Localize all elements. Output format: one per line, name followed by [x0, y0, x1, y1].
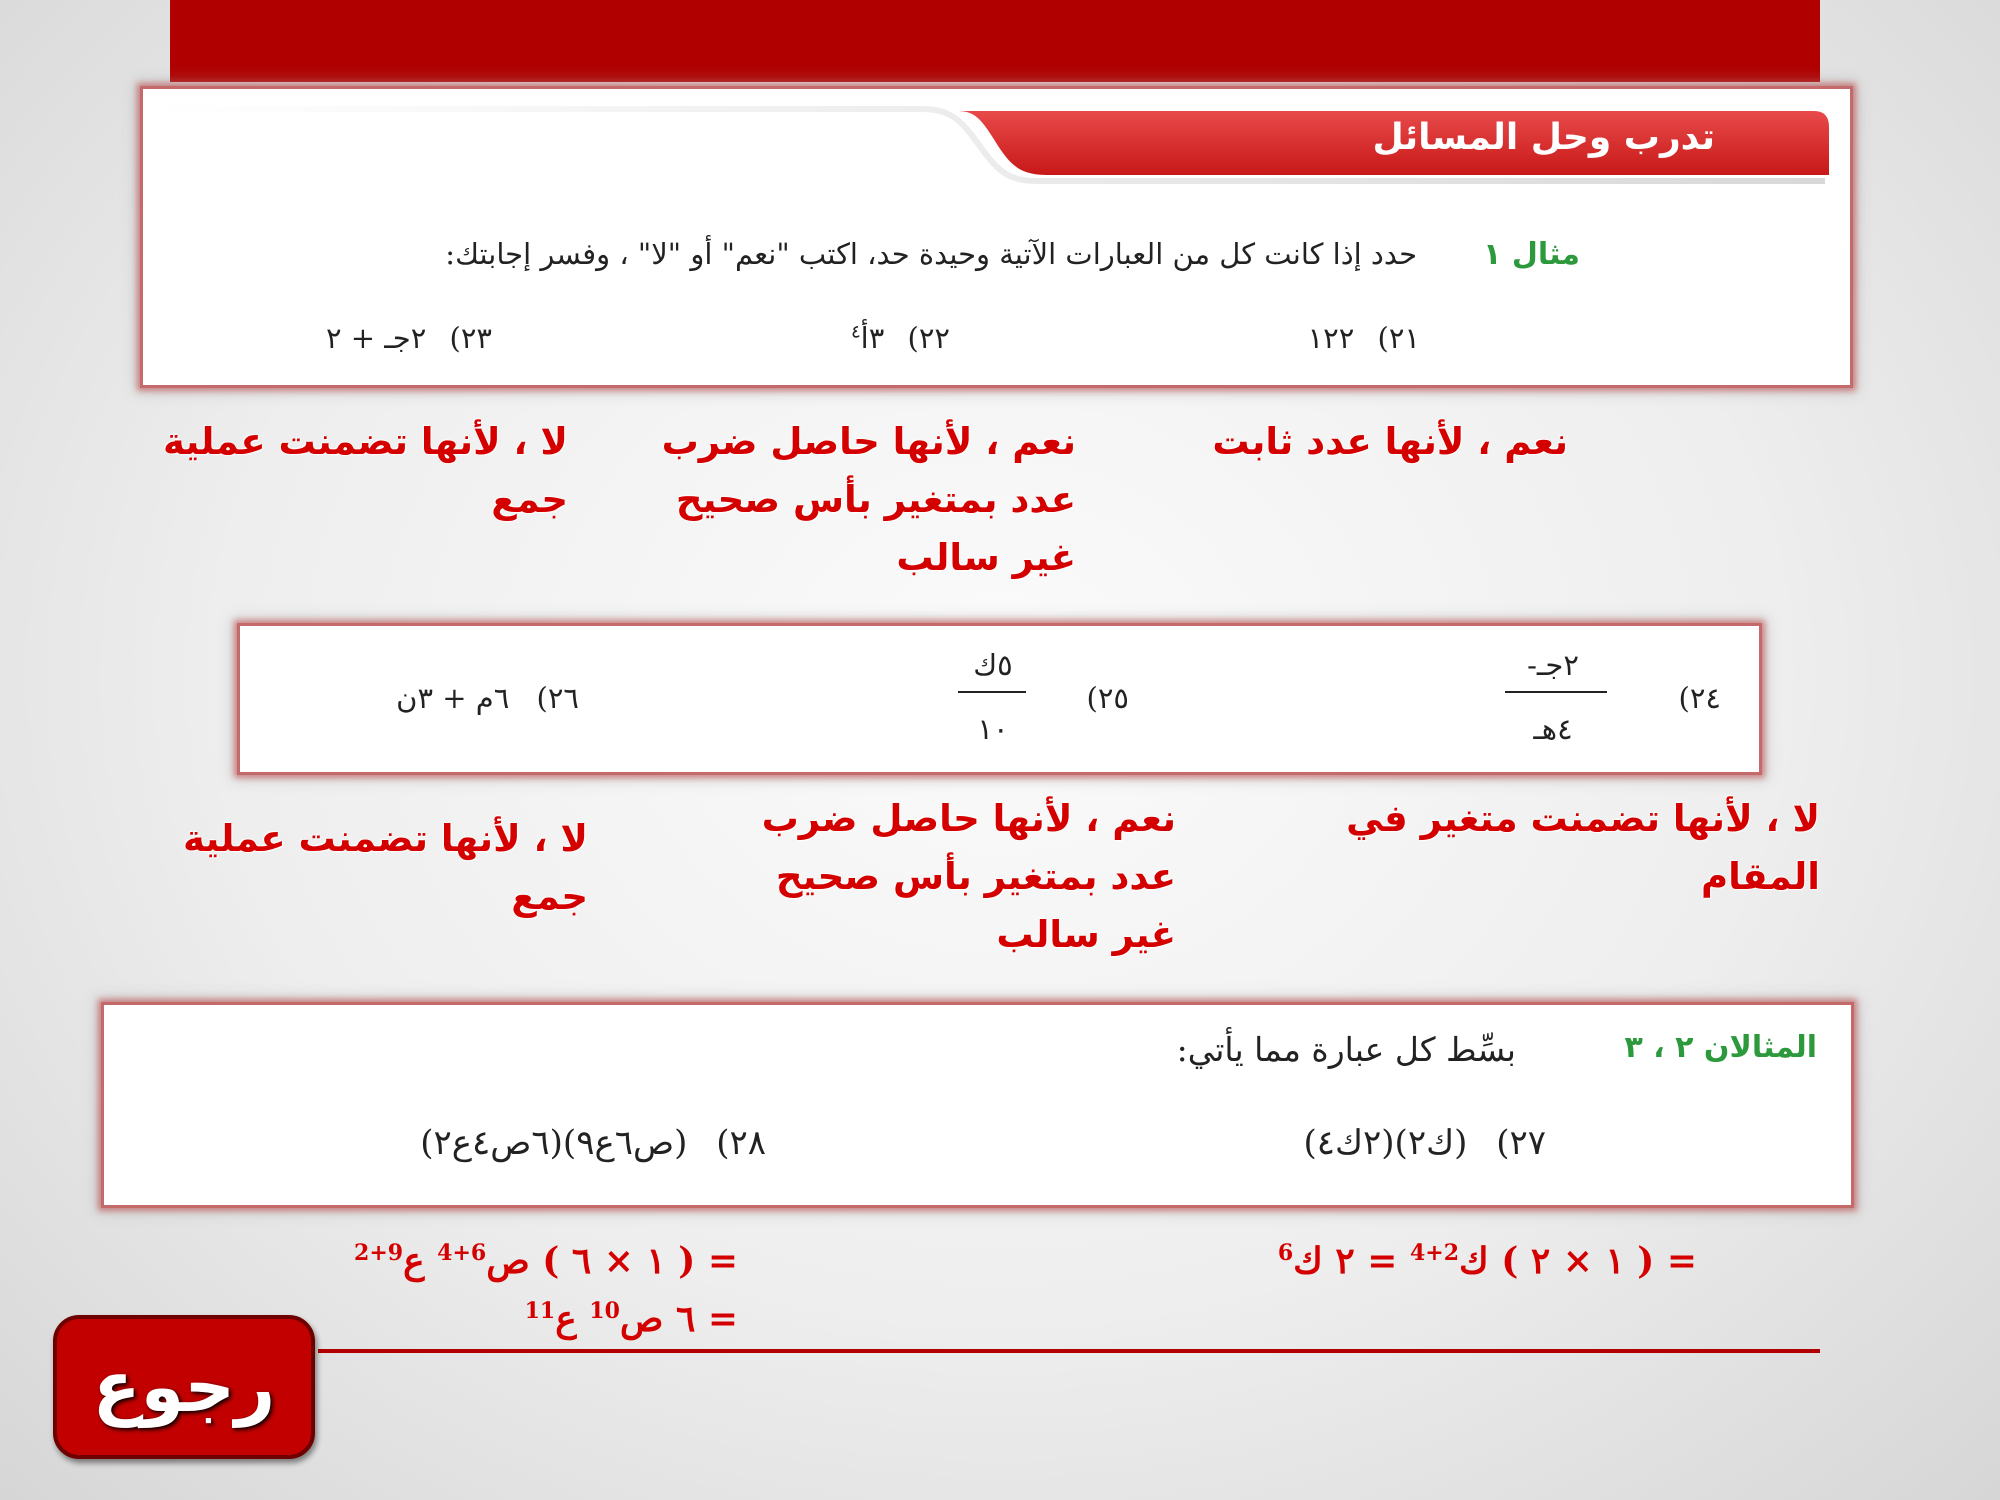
item-25-numerator: ٥ك [973, 648, 1013, 682]
item-number: ٢١) [1377, 321, 1420, 355]
answer-25: نعم ، لأنها حاصل ضرب عدد بمتغير بأس صحيح غير سالب [761, 797, 1176, 956]
solution-28-line-2-exponent-2: 11 [524, 1298, 556, 1324]
item-23 [326, 321, 492, 355]
item-24-number: ٢٤) [1678, 681, 1721, 715]
item-expression: ٢جـ + ٢ [325, 321, 427, 355]
divider-line [318, 1349, 1820, 1353]
top-bar [170, 0, 1820, 82]
examples-2-3-label: المثالان ٢ ، ٣ [1624, 1030, 1817, 1065]
solution-28-line-1-mid: ع [403, 1240, 438, 1282]
practice-panel [140, 86, 1853, 388]
item-25-denominator: ١٠ [977, 712, 1009, 746]
item-22 [851, 321, 950, 355]
section-banner [149, 105, 1831, 185]
fractions-panel [237, 623, 1762, 775]
item-27 [1303, 1123, 1546, 1163]
answer-23: لا ، لأنها تضمنت عملية جمع [162, 420, 568, 521]
solution-28-line-2 [525, 1298, 738, 1340]
item-number: ٢٣) [449, 321, 492, 355]
item-26 [396, 681, 579, 715]
item-number: ٢٢) [907, 321, 950, 355]
solution-28-line-1 [354, 1240, 738, 1282]
item-expression: ٣أ [860, 321, 885, 355]
solution-27-result: = ٢ ك [1293, 1240, 1410, 1282]
item-expression: (ص٦ع٩)(٦ص٤ع٢) [420, 1123, 688, 1163]
item-number: ٢٦) [536, 681, 579, 715]
example-1-label: مثال ١ [1483, 237, 1580, 272]
examples-2-3-instruction: بسِّط كل عبارة مما يأتي: [1176, 1030, 1516, 1069]
item-24-numerator: -٢جـ [1527, 648, 1579, 682]
answer-26: لا ، لأنها تضمنت عملية جمع [182, 817, 588, 918]
example-1-instruction: حدد إذا كانت كل من العبارات الآتية وحيدة حد، اكتب "نعم" أو "لا" ، وفسر إجابتك: [445, 237, 1417, 271]
solution-27-exponent-1: 2+4 [1409, 1240, 1460, 1266]
item-21 [1308, 321, 1420, 355]
simplify-panel [101, 1002, 1854, 1208]
solution-27-lead: = ( ١ × ٢ ) ك [1459, 1240, 1697, 1282]
item-number: ٢٨) [716, 1123, 766, 1163]
solution-28-line-2-lead: = ٦ ص [619, 1298, 738, 1340]
item-expression: (ك٢)(٢ك٤) [1303, 1123, 1468, 1163]
item-25-fraction-bar [958, 691, 1026, 693]
answer-22: نعم ، لأنها حاصل ضرب عدد بمتغير بأس صحيح غير سالب [661, 420, 1076, 579]
back-button[interactable] [53, 1315, 315, 1459]
answer-24: لا ، لأنها تضمنت متغير في المقام [1346, 797, 1820, 898]
solution-28-line-2-exponent-1: 10 [589, 1298, 620, 1324]
answer-21: نعم ، لأنها عدد ثابت [1212, 420, 1568, 463]
item-expression: ١٢٢ [1307, 321, 1355, 355]
solution-28-line-1-exponent-1: 6+4 [437, 1240, 487, 1266]
item-expression: ٦م + ٣ن [396, 681, 510, 715]
back-button-label: رجوع [92, 1346, 276, 1428]
item-28 [420, 1123, 766, 1163]
section-title: تدرب وحل المسائل [1372, 117, 1715, 158]
item-exponent: ٤ [850, 321, 861, 343]
item-number: ٢٧) [1496, 1123, 1546, 1163]
solution-27 [1278, 1240, 1697, 1282]
solution-27-exponent-2: 6 [1277, 1240, 1294, 1266]
item-25-number: ٢٥) [1086, 681, 1129, 715]
solution-28-line-1-exponent-2: 9+2 [354, 1240, 404, 1266]
item-24-fraction-bar [1505, 691, 1607, 693]
item-24-denominator: ٤هـ [1533, 712, 1573, 746]
solution-28-line-2-mid: ع [555, 1298, 590, 1340]
solution-28-line-1-lead: = ( ١ × ٦ ) ص [486, 1240, 738, 1282]
